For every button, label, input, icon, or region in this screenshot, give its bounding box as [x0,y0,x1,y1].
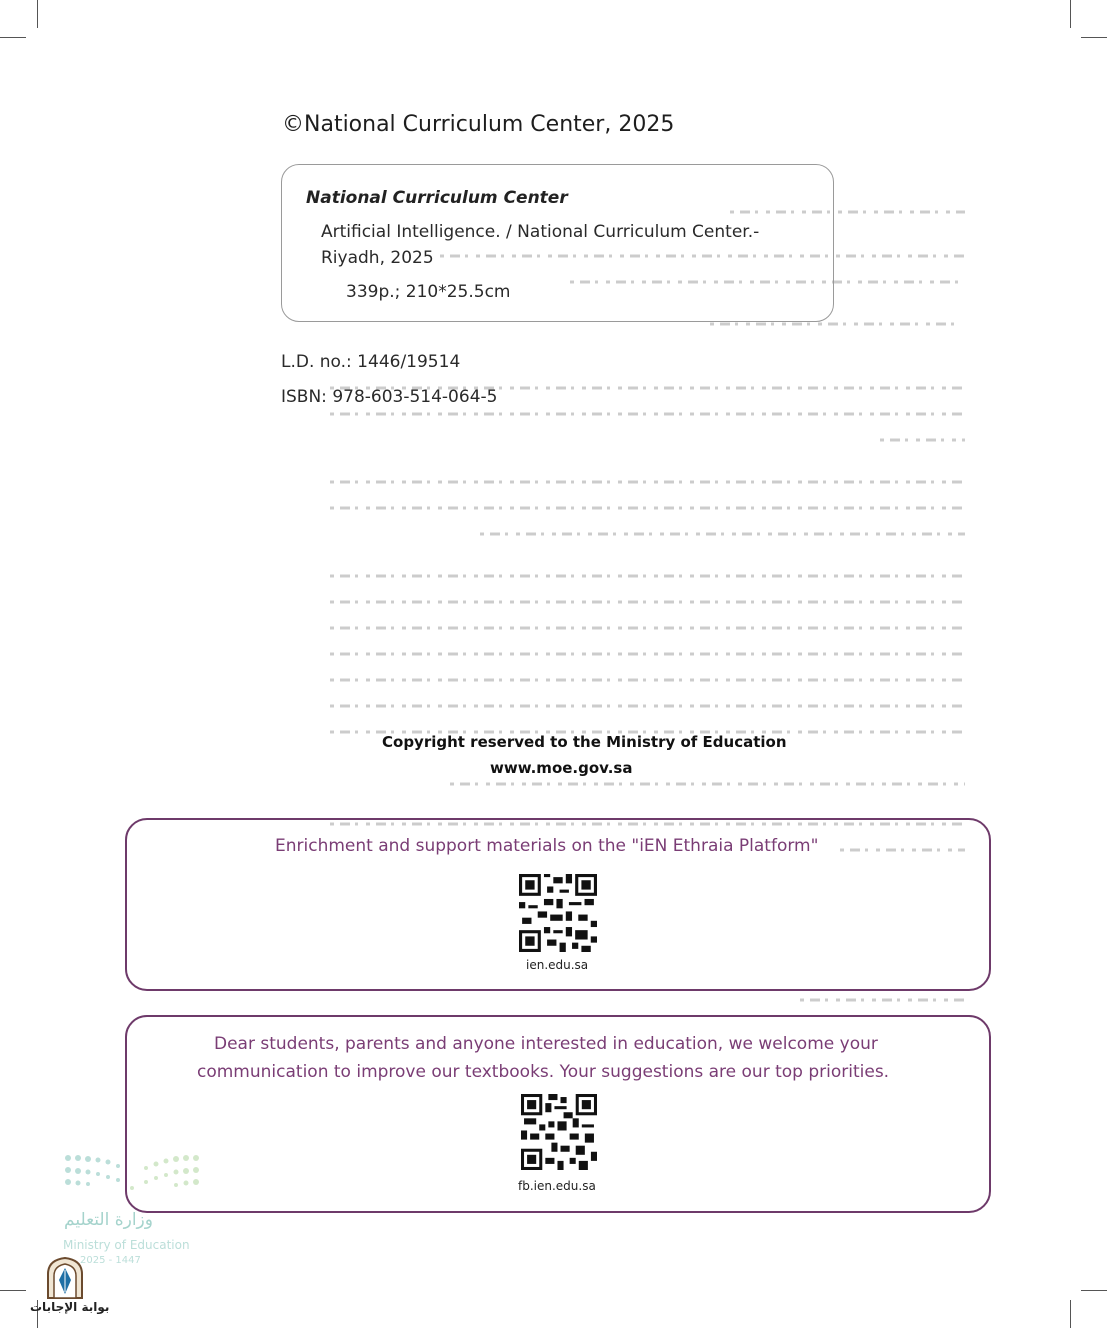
crop-mark [1081,37,1107,38]
portal-arch-icon [44,1256,86,1300]
catalog-title-line: Artificial Intelligence. / National Curriculum Center.- [321,222,760,242]
feedback-line-2: communication to improve our textbooks. Your suggestions are our top priorities. [197,1062,890,1082]
ministry-name-arabic: وزارة التعليم [64,1210,153,1230]
feedback-qr-code-icon[interactable] [520,1094,598,1170]
legal-deposit-number: L.D. no.: 1446/19514 [281,352,461,372]
ministry-years: 2025 - 1447 [80,1255,141,1266]
crop-mark [0,1290,26,1291]
feedback-qr-caption: fb.ien.edu.sa [518,1179,596,1193]
crop-mark [0,37,26,38]
isbn-number: ISBN: 978-603-514-064-5 [281,387,498,407]
ministry-dots-logo-icon [62,1150,202,1196]
crop-mark [1081,1290,1107,1291]
copyright-heading: ©National Curriculum Center, 2025 [282,112,675,137]
crop-mark [37,0,38,28]
show-through-texture [320,196,970,756]
ien-qr-code-icon[interactable] [518,874,598,952]
crop-mark [1070,0,1071,28]
ministry-name-english: Ministry of Education [63,1238,190,1252]
ien-qr-caption: ien.edu.sa [526,958,589,972]
portal-label: بوابة الإجابات [30,1300,110,1314]
copyright-reserved: Copyright reserved to the Ministry of Education [382,733,787,751]
catalog-extent: 339p.; 210*25.5cm [346,282,511,302]
catalog-place-year: Riyadh, 2025 [321,248,434,268]
ministry-website-link[interactable]: www.moe.gov.sa [490,759,633,777]
feedback-line-1: Dear students, parents and anyone interested in education, we welcome your [214,1034,878,1054]
crop-mark [1070,1300,1071,1328]
catalog-publisher: National Curriculum Center [306,188,568,208]
enrichment-text: Enrichment and support materials on the "iEN Ethraia Platform" [275,836,819,856]
